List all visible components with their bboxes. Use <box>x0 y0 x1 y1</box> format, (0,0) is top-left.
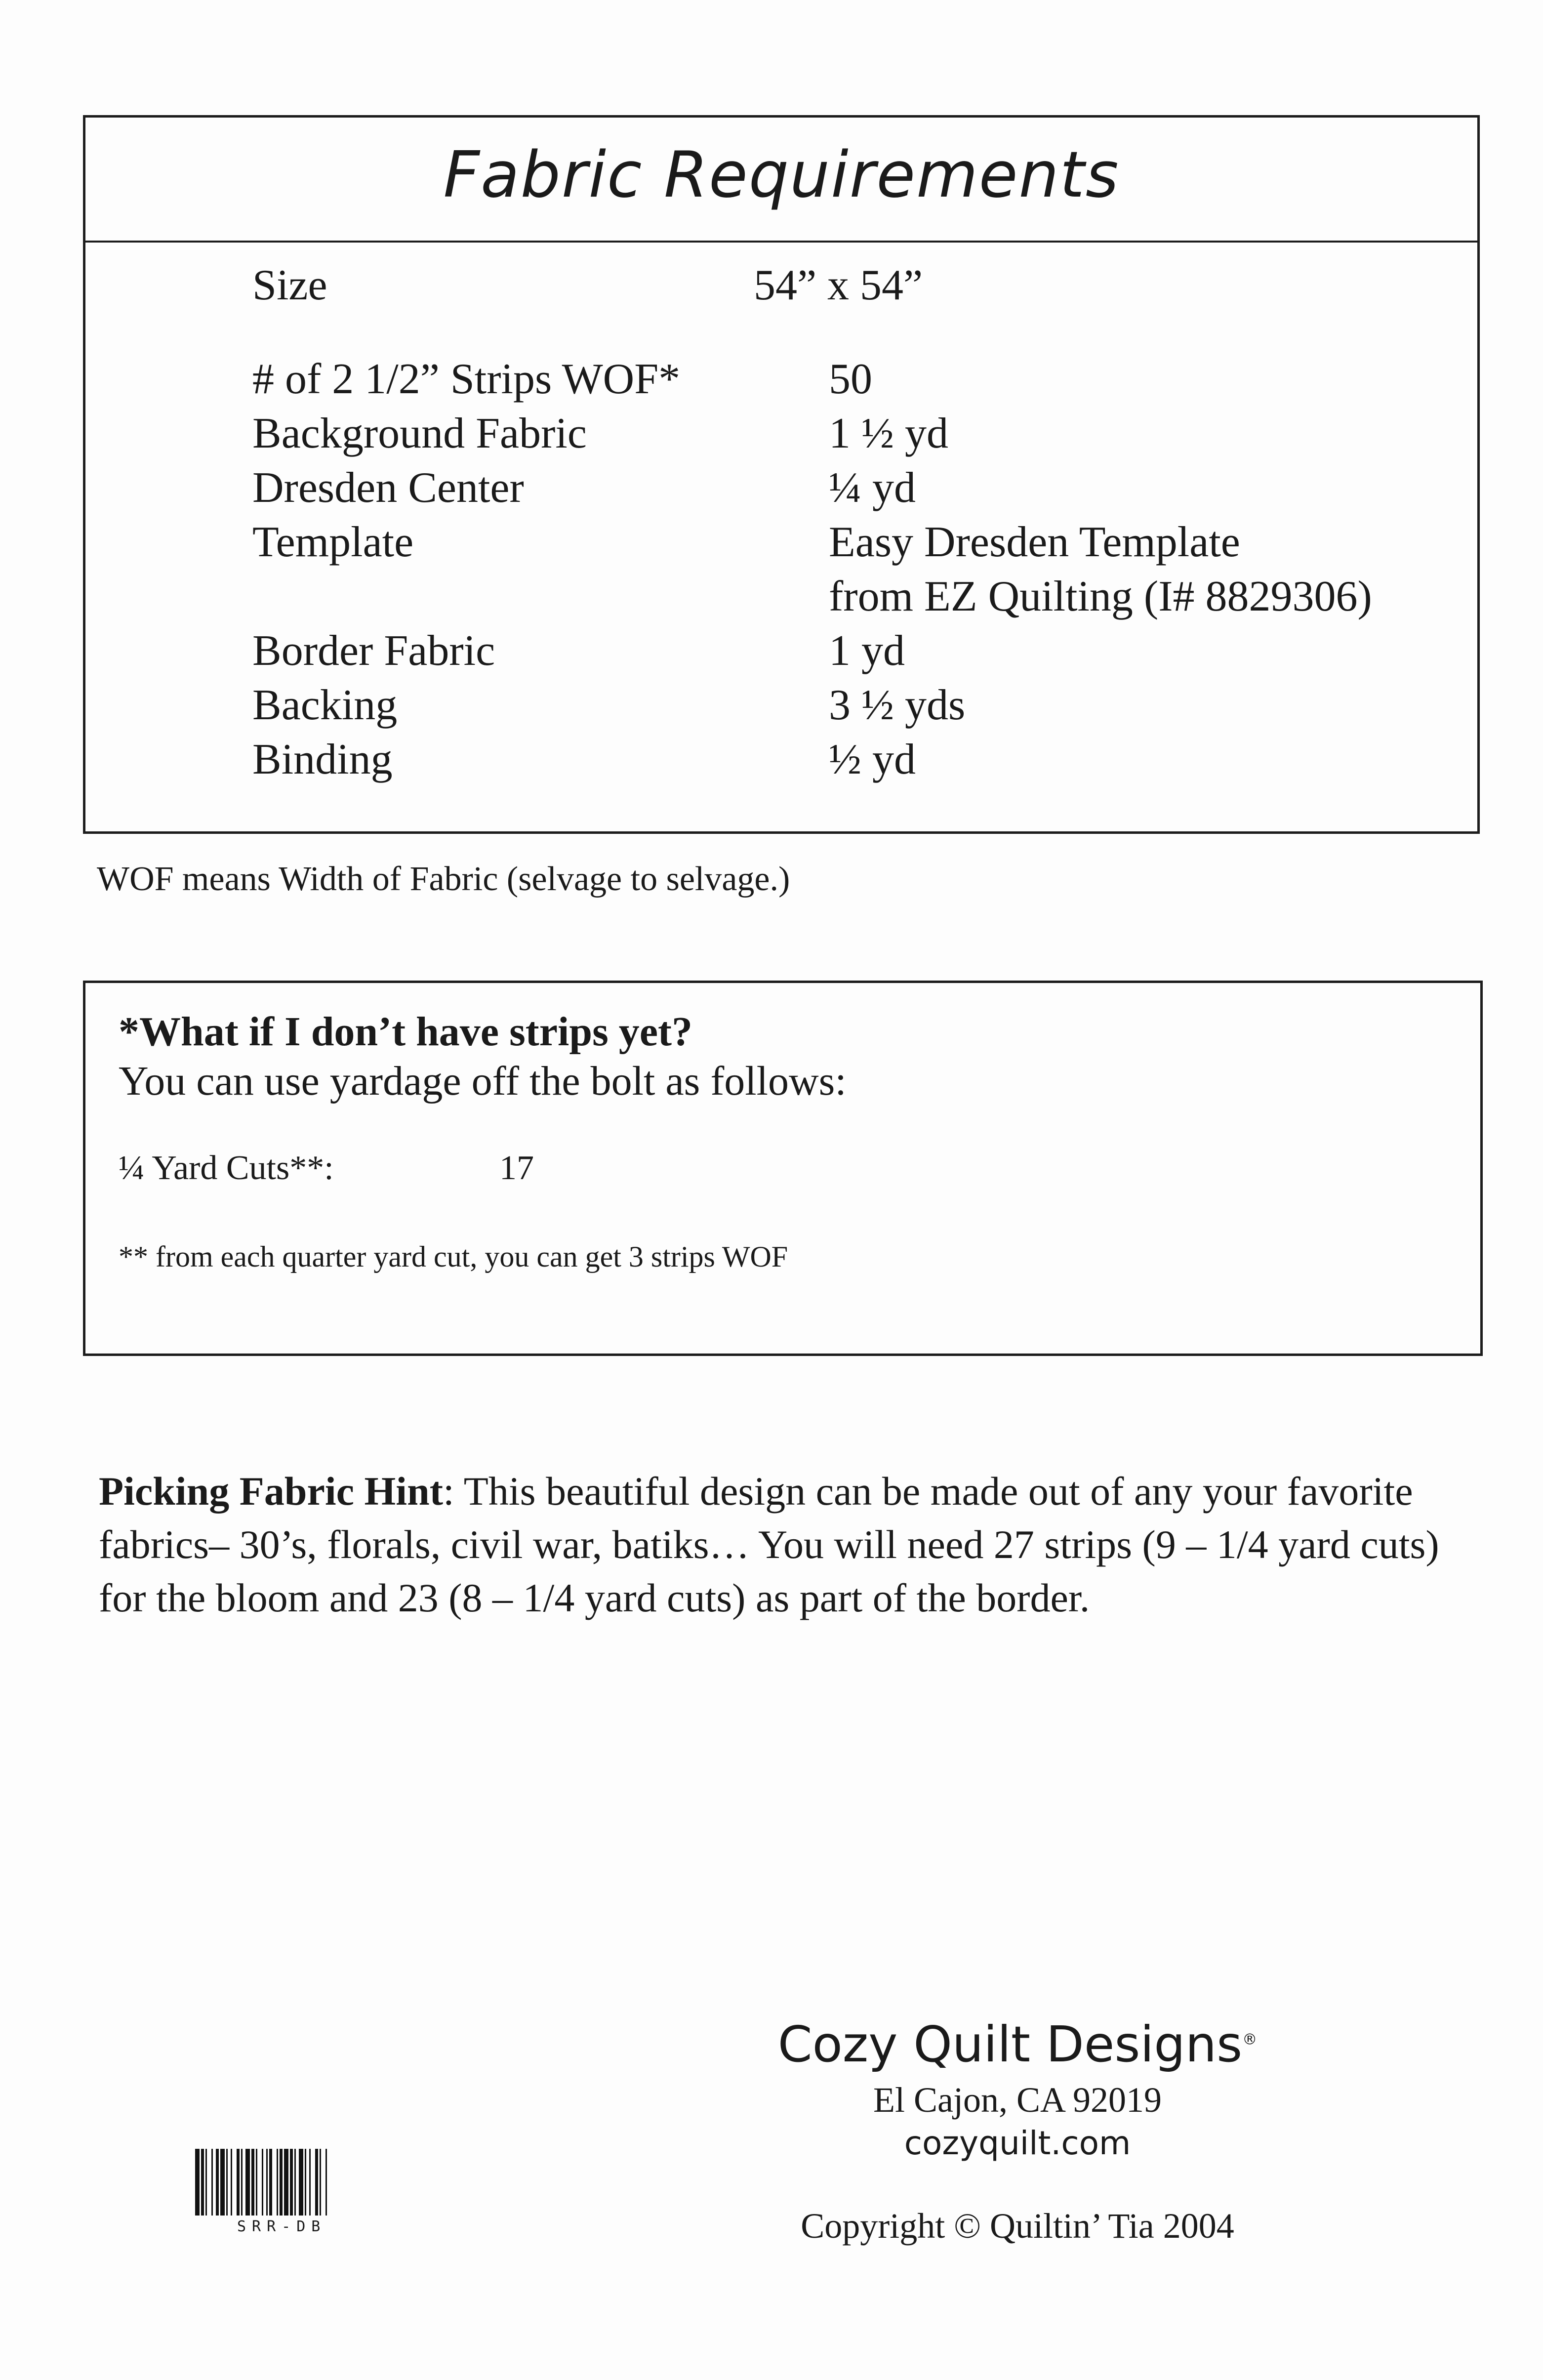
registered-mark: ® <box>1242 2031 1258 2049</box>
strips-box <box>83 981 1483 1356</box>
barcode-bar <box>299 2149 303 2216</box>
quarter-yard-value: 17 <box>499 1149 534 1187</box>
size-value: 54” x 54” <box>754 261 923 309</box>
border-label: Border Fabric <box>252 627 495 675</box>
fabric-hint <box>99 1465 1472 1625</box>
barcode-bar <box>245 2149 250 2216</box>
strips-label: # of 2 1/2” Strips WOF* <box>252 355 681 403</box>
barcode-bar <box>232 2149 237 2216</box>
strips-footnote: ** from each quarter yard cut, you can get 3 strips WOF <box>119 1240 788 1273</box>
size-label: Size <box>252 261 327 309</box>
border-value: 1 yd <box>829 627 905 675</box>
hint-text: : This beautiful design can be made out of any your favorite fabrics– 30’s, florals, civil war, batiks… You will need 27 strips (9 – 1/4 yard cuts) for the bloom and 23 (8 – 1/4 yard cuts) as part of the border. <box>99 1469 1439 1620</box>
strips-intro: You can use yardage off the bolt as follows: <box>119 1058 847 1104</box>
barcode-bar <box>257 2149 262 2216</box>
dresden-center-label: Dresden Center <box>252 464 524 512</box>
template-value-line2: from EZ Quilting (I# 8829306) <box>829 573 1372 620</box>
barcode-bar <box>272 2149 277 2216</box>
dresden-center-value: ¼ yd <box>829 464 916 512</box>
hint-label: Picking Fabric Hint <box>99 1469 443 1514</box>
barcode-text: SRR-DB <box>237 2218 326 2235</box>
binding-value: ½ yd <box>829 736 916 783</box>
wof-note: WOF means Width of Fabric (selvage to selvage.) <box>97 860 790 898</box>
barcode-bar <box>220 2149 225 2216</box>
fabric-requirements-box <box>83 115 1480 834</box>
barcode-bar <box>195 2149 200 2216</box>
barcode-bar <box>311 2149 315 2216</box>
page-title: Fabric Requirements <box>443 138 1120 212</box>
copyright: Copyright © Quiltin’ Tia 2004 <box>801 2206 1234 2246</box>
barcode <box>195 2149 417 2216</box>
template-label: Template <box>252 518 414 566</box>
backing-value: 3 ½ yds <box>829 681 966 729</box>
brand-name: Cozy Quilt Designs <box>777 2015 1243 2073</box>
brand-logo <box>771 2015 1264 2073</box>
barcode-bar <box>284 2149 288 2216</box>
background-label: Background Fabric <box>252 410 587 457</box>
backing-label: Backing <box>252 681 398 729</box>
strips-question: *What if I don’t have strips yet? <box>119 1009 693 1055</box>
binding-label: Binding <box>252 736 393 783</box>
background-value: 1 ½ yd <box>829 410 948 457</box>
strips-value: 50 <box>829 355 872 403</box>
website: cozyquilt.com <box>904 2124 1131 2162</box>
barcode-bar <box>327 2149 330 2216</box>
barcode-bar <box>207 2149 211 2216</box>
template-value: Easy Dresden Template <box>829 518 1240 566</box>
barcode-bar <box>321 2149 325 2216</box>
address: El Cajon, CA 92019 <box>873 2080 1162 2120</box>
quarter-yard-label: ¼ Yard Cuts**: <box>119 1149 334 1187</box>
title-bar <box>85 118 1477 243</box>
